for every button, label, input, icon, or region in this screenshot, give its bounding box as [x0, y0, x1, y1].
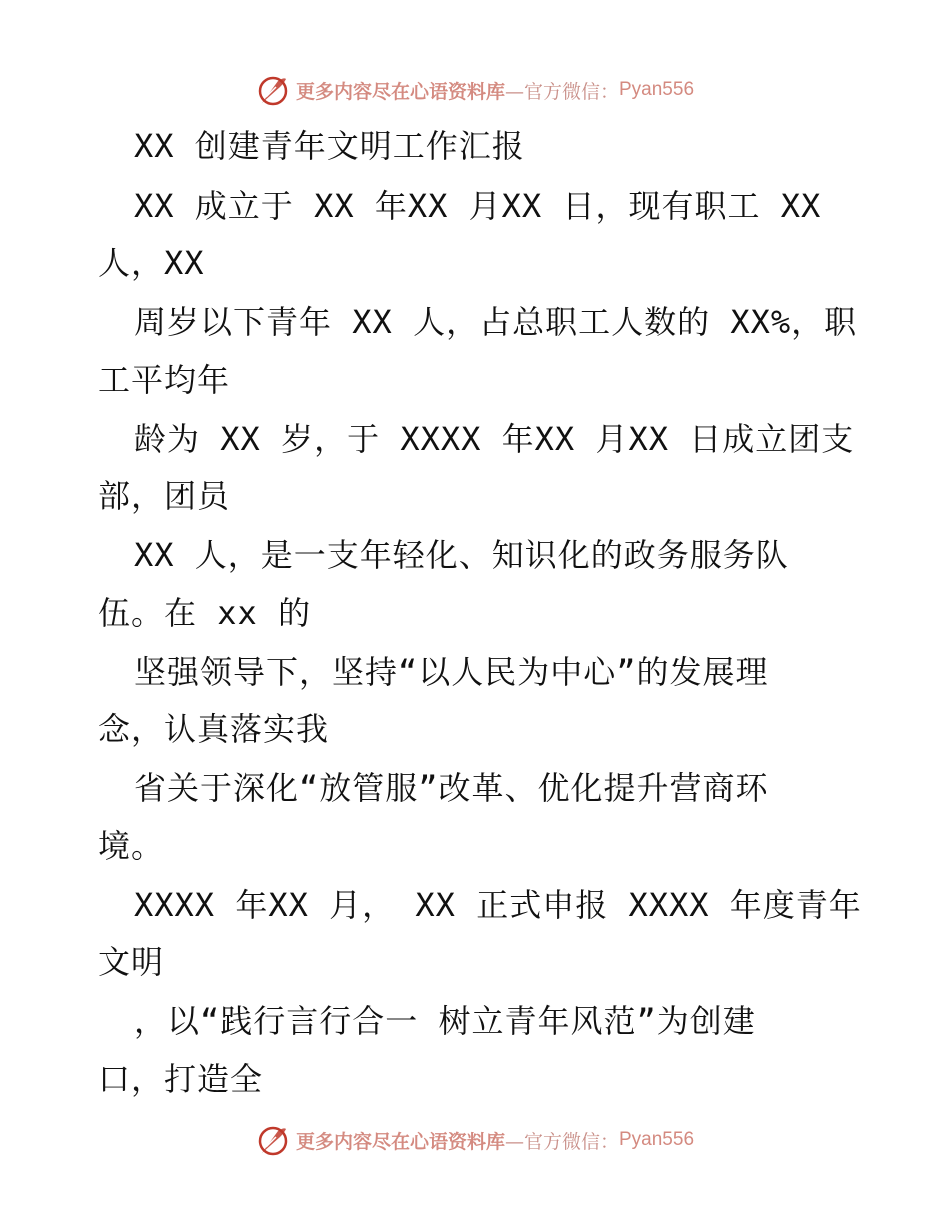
paragraph-line: ，以“践行言行合一 树立青年风范”为创建 [134, 1002, 756, 1040]
paragraph-line: 人，XX [98, 244, 205, 282]
quill-logo-icon [256, 1123, 290, 1157]
paragraph-line: 口，打造全 [98, 1060, 264, 1098]
quill-logo-icon [256, 73, 290, 107]
watermark-separator: —官方微信： [504, 80, 619, 103]
footer-watermark [0, 1120, 950, 1160]
paragraph-line: 境。 [98, 827, 165, 865]
paragraph-line: 龄为 XX 岁，于 XXXX 年XX 月XX 日成立团支 [134, 420, 855, 458]
paragraph-line: 部，团员 [98, 477, 231, 515]
document-title: XX 创建青年文明工作汇报 [134, 127, 525, 165]
paragraph-line: XX 人，是一支年轻化、知识化的政务服务队 [134, 536, 789, 574]
paragraph-line: XX 成立于 XX 年XX 月XX 日，现有职工 XX [134, 187, 822, 225]
watermark-wechat-id: Pyan556 [619, 79, 695, 100]
paragraph-line: 文明 [98, 943, 165, 981]
paragraph-line: XXXX 年XX 月， XX 正式申报 XXXX 年度青年 [134, 886, 862, 924]
watermark-wechat-id: Pyan556 [619, 1129, 695, 1150]
paragraph-line: 伍。在 xx 的 [98, 594, 312, 632]
paragraph-line: 省关于深化“放管服”改革、优化提升营商环 [134, 769, 769, 807]
watermark-text: 更多内容尽在心语资料库 [295, 80, 505, 103]
paragraph-line: 坚强领导下，坚持“以人民为中心”的发展理 [134, 653, 769, 691]
paragraph-line: 周岁以下青年 XX 人，占总职工人数的 XX%，职 [134, 303, 858, 341]
watermark-separator: —官方微信： [504, 1130, 619, 1153]
watermark-text: 更多内容尽在心语资料库 [295, 1130, 505, 1153]
header-watermark [0, 70, 950, 110]
paragraph-line: 念，认真落实我 [98, 710, 330, 748]
paragraph-line: 工平均年 [98, 361, 231, 399]
